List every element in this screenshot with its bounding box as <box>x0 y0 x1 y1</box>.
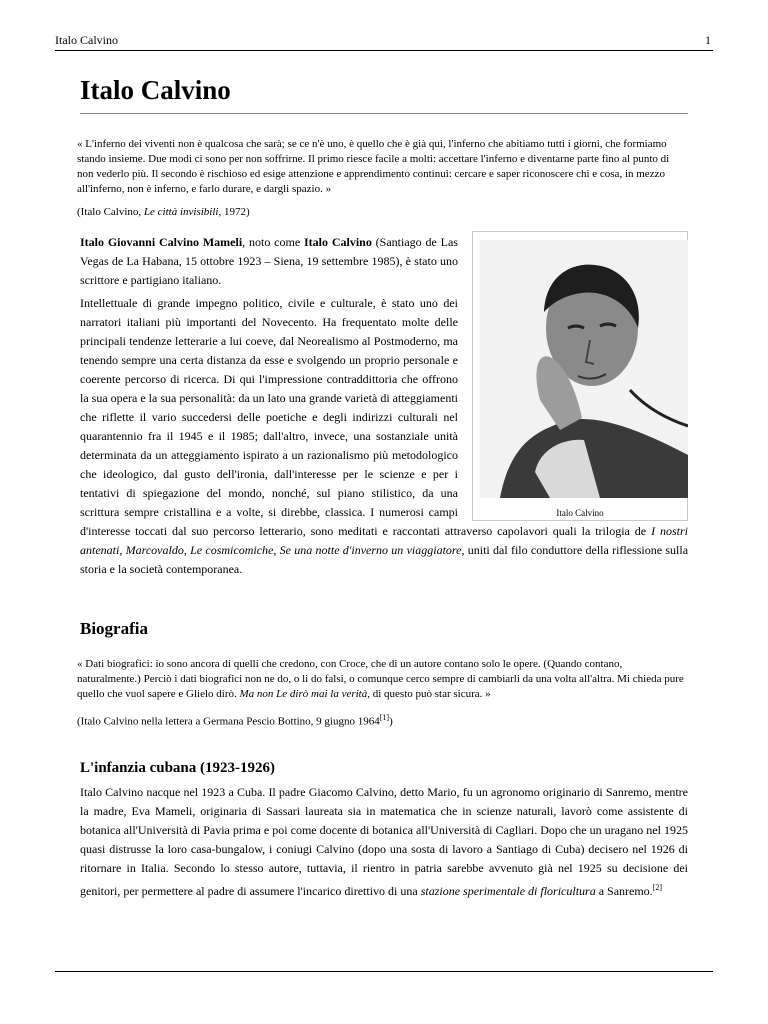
running-header-title: Italo Calvino <box>55 33 118 47</box>
epigraph-source: (Italo Calvino, Le città invisibili, 1972) <box>77 206 250 219</box>
portrait-image-icon <box>480 240 688 498</box>
portrait-caption: Italo Calvino <box>556 508 604 519</box>
epigraph-work-link[interactable]: Le città invisibili <box>143 206 219 219</box>
section-heading-biografia: Biografia <box>80 619 148 639</box>
biografia-quote-source: (Italo Calvino nella lettera a Germana Pescio Bottino, 9 giugno 1964[1]) <box>77 713 393 729</box>
title-divider <box>80 113 688 114</box>
epigraph-quote: « L'inferno dei viventi non è qualcosa che sarà; se ce n'è uno, è quello che è già qui, l'inferno che abitiamo tutti i giorni, che formiamo stando insieme. Due modi ci sono per non soffrirne. Il primo riesce facile a molti: accettare l'inferno e diventarne parte fino al punto di non vederlo più. Il secondo è rischioso ed esige attenzione e apprendimento continui: cercare e saper riconoscere chi e cosa, in mezzo all'inferno, non è inferno, e farlo durare, e dargli spazio. » <box>77 138 670 196</box>
work-link-nostri-antenati[interactable]: I nostri antenati <box>80 524 688 558</box>
portrait-figure <box>472 231 688 521</box>
running-header <box>55 33 713 48</box>
header-divider <box>55 50 713 51</box>
infanzia-paragraph: Italo Calvino nacque nel 1923 a Cuba. Il padre Giacomo Calvino, detto Mario, fu un agronomo originario di Sanremo, mentre la madre, Eva Mameli, originaria di Sassari laureata sia in matematica che in scienze naturali, lavorò come assistente di botanica all'Università di Pavia prima e poi come docente di botanica all'Università di Cagliari. Dopo che un uragano nel 1925 quasi distrusse la loro casa-bungalow, i coniugi Calvino (dopo una sosta di lavoro a Santiago di Cuba) decisero nel 1926 di ritornare in Italia. Secondo lo stesso autore, tuttavia, il rientro in patria sarebbe avvenuto già nel 1925 su decisione dei genitori, per permettere al padre di assumere l'incarico direttivo di una stazione sperimentale di floricultura a Sanremo.[2] <box>80 785 688 899</box>
intro-paragraph-2: Intellettuale di grande impegno politico, civile e culturale, è stato uno dei narratori italiani più importanti del Novecento. Ha frequentato molte delle principali tendenze letterarie a lui coeve, dal Neorealismo al Postmoderno, ma tenendo sempre una certa distanza da esse e svolgendo un proprio personale e coerente percorso di ricerca. Di qui l'impressione contraddittoria che offrono la sua opera e la sua personalità: da un lato una grande varietà di atteggiamenti che riflette il vario succedersi delle poetiche e degli indirizzi culturali nel quarantennio fra il 1945 e il 1985; dall'altro, invece, una sostanziale unità determinata da un atteggiamento ispirato a un razionalismo più metodologico che ideologico, dal gusto dell'ironia, dall'interesse per le scienze e per i tentativi di spiegazione del mondo, nonché, sul piano stilistico, da una scrittura sempre cristallina e a volte, si direbbe, classica. I numerosi campi d'interesse toccati dal suo percorso letterario, sono meditati e raccontati attraverso capolavori quali la trilogia de I nostri antenati, Marcovaldo, Le cosmicomiche, Se una notte d'inverno un viaggiatore, uniti dal filo conduttore della riflessione sulla storia e la società contemporanea. <box>80 296 689 577</box>
intro-section <box>80 233 688 579</box>
page-number: 1 <box>705 33 711 47</box>
biografia-quote: « Dati biografici: io sono ancora di quelli che credono, con Croce, che di un autore contano solo le opere. (Quando contano, naturalmente.) Perciò i dati biografici non ne do, o li do falsi, o comunque cerco sempre di cambiarli da una volta all'altra. Mi chieda pure quello che vuol sapere e Glielo dirò. Ma non Le dirò mai la verità, di questo può star sicura. » <box>77 658 684 701</box>
subject-known-as: Italo Calvino <box>304 235 372 250</box>
footer-divider <box>55 971 713 972</box>
stazione-sperimentale-link: stazione sperimentale di floricultura <box>420 884 596 899</box>
work-link-cosmicomiche[interactable]: Le cosmicomiche <box>190 543 274 558</box>
footnote-ref-2[interactable]: [2] <box>652 883 663 893</box>
intro-paragraph-1: Italo Giovanni Calvino Mameli, noto come Italo Calvino (Santiago de Las Vegas de La Habana, 15 ottobre 1923 – Siena, 19 settembre 1985), è stato uno scrittore e partigiano italiano. <box>80 235 458 288</box>
portrait-photo[interactable] <box>480 240 688 498</box>
article-title: Italo Calvino <box>80 75 231 105</box>
section-heading-infanzia: L'infanzia cubana (1923-1926) <box>80 760 276 777</box>
footnote-ref-1[interactable]: [1] <box>379 713 390 723</box>
work-link-marcovaldo[interactable]: Marcovaldo <box>125 543 184 558</box>
article-content <box>77 70 689 901</box>
subject-fullname: Italo Giovanni Calvino Mameli <box>80 235 243 250</box>
work-link-notte-inverno[interactable]: Se una notte d'inverno un viaggiatore <box>279 543 462 558</box>
